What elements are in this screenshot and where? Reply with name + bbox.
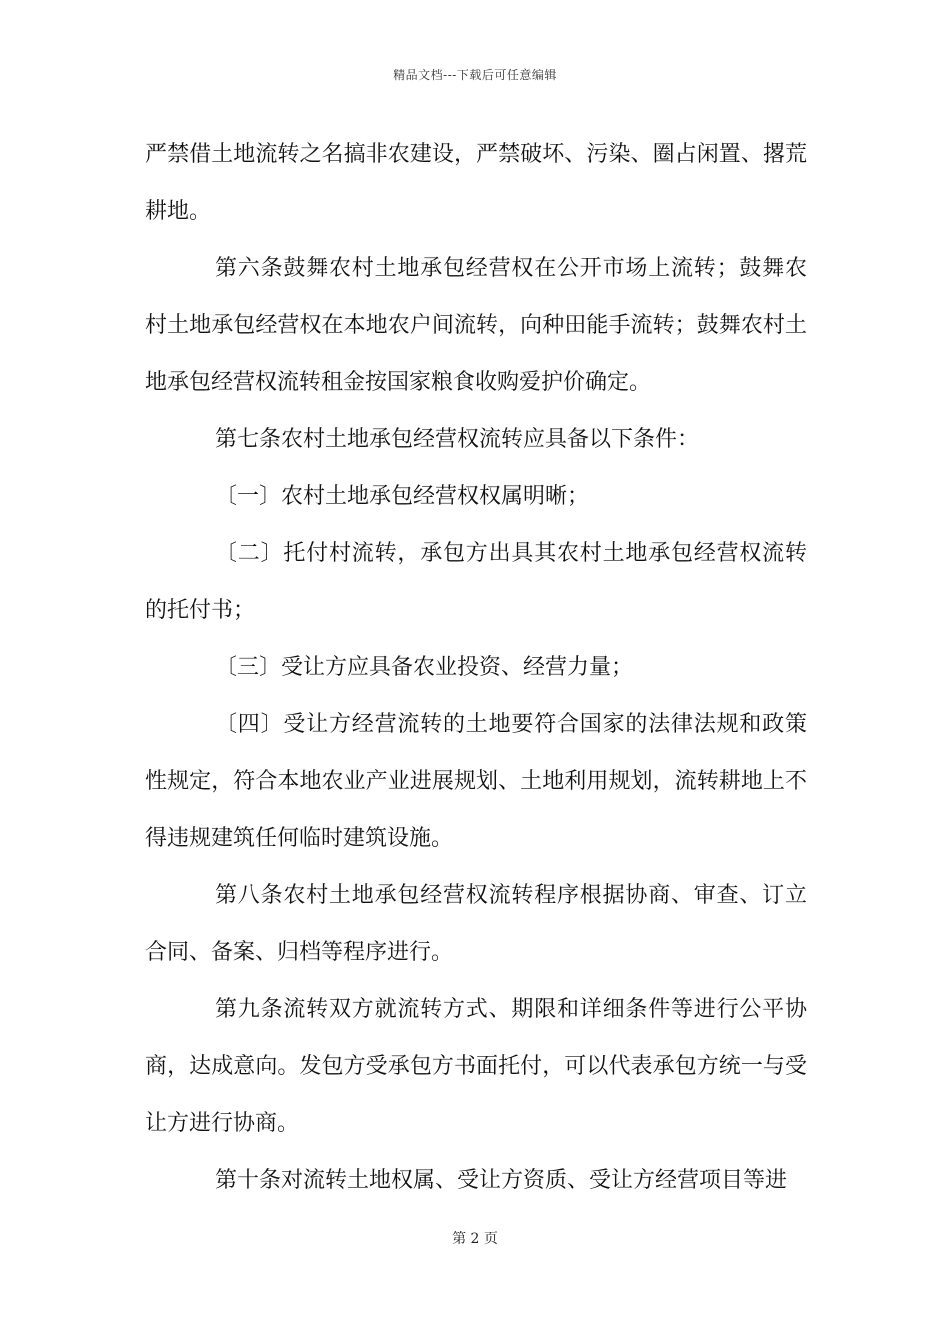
page-header: 精品文档---下载后可任意编辑 <box>393 68 557 82</box>
paragraph: 第九条流转双方就流转方式、期限和详细条件等进行公平协商，达成意向。发包方受承包方书面托付，可以代表承包方统一与受让方进行协商。 <box>145 997 807 1136</box>
page-number: 第 2 页 <box>452 1231 498 1247</box>
document-body <box>145 126 807 1209</box>
paragraph: 〔二〕托付村流转，承包方出具其农村土地承包经营权流转的托付书； <box>145 541 807 623</box>
paragraph: 第十条对流转土地权属、受让方资质、受让方经营项目等进 <box>215 1168 788 1193</box>
paragraph: 第八条农村土地承包经营权流转程序根据协商、审查、订立合同、备案、归档等程序进行。 <box>145 883 807 965</box>
paragraph: 第六条鼓舞农村土地承包经营权在公开市场上流转；鼓舞农村土地承包经营权在本地农户间流转，向种田能手流转；鼓舞农村土地承包经营权流转租金按国家粮食收购爱护价确定。 <box>145 256 807 395</box>
paragraph: 第七条农村土地承包经营权流转应具备以下条件： <box>215 427 700 452</box>
paragraph: 严禁借土地流转之名搞非农建设，严禁破坏、污染、圈占闲置、撂荒耕地。 <box>145 142 807 224</box>
paragraph: 〔四〕受让方经营流转的土地要符合国家的法律法规和政策性规定，符合本地农业产业进展规划、土地利用规划，流转耕地上不得违规建筑任何临时建筑设施。 <box>145 712 807 851</box>
paragraph: 〔一〕农村土地承包经营权权属明晰； <box>215 484 590 509</box>
paragraph: 〔三〕受让方应具备农业投资、经营力量； <box>215 655 634 680</box>
